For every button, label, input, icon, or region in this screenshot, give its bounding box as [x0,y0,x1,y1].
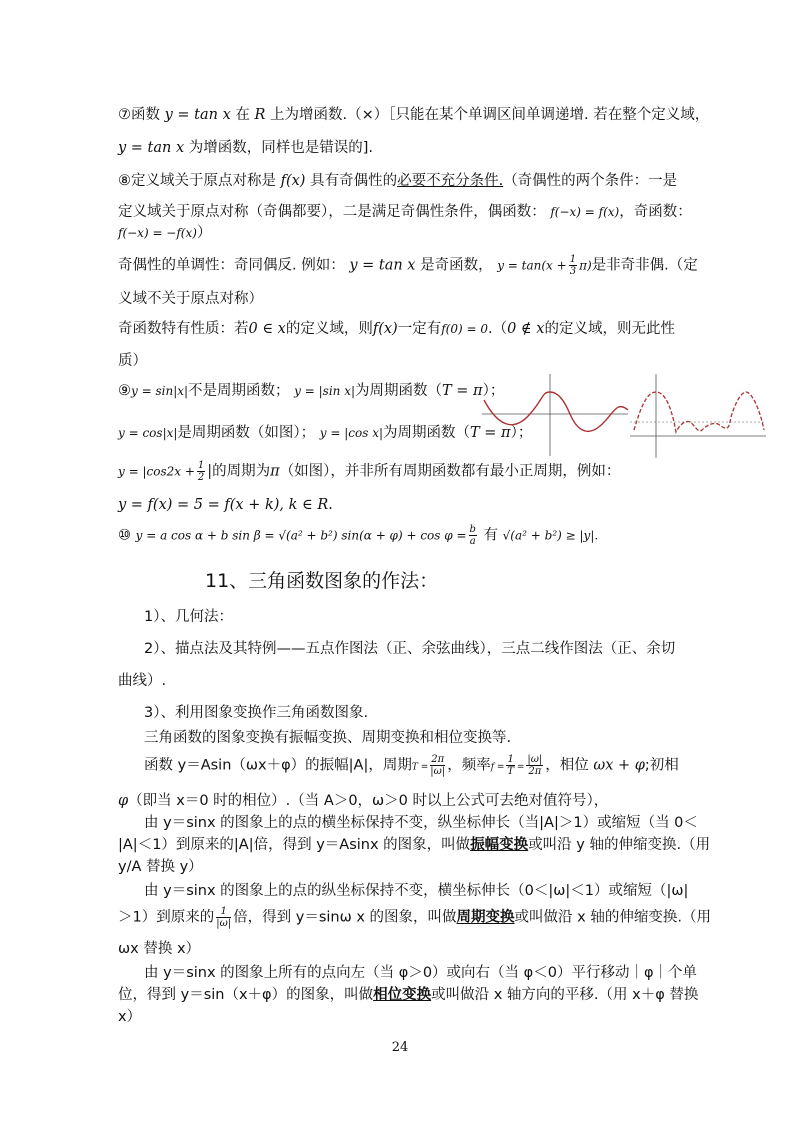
amplitude-line-1: 由 y＝sinx 的图象上的点的横坐标保持不变，纵坐标伸长（当|A|＞1）或缩短（当 0＜ [144,815,698,831]
section-11-step-2-b: 曲线）. [118,673,167,689]
phase-line-1: 由 y＝sinx 的图象上所有的点向左（当 φ＞0）或向右（当 φ＜0）平行移动｜φ｜个单 [144,965,698,981]
section-11-step-3: 3）、利用图象变换作三角函数图象. [144,705,369,721]
section-11-amplitude-formula: 函数 y＝Asin（ωx＋φ）的振幅|A|，周期T = $\frac{2\pi}{|\omega|}$ ，频率f = $\frac{1}{T}$ = $\frac{|\omega|}{2\pi}$ ，相位 ωx + φ;初相 [144,754,679,777]
amplitude-line-3: y/A 替换 y） [118,859,203,875]
section-11-step-1: 1）、几何法： [144,609,233,625]
section-11-phase-note: φ（即当 x＝0 时的相位）.（当 A＞0，ω＞0 时以上公式可去绝对值符号）， [118,793,609,809]
fraction-one-over-omega: $\frac{1}{|\omega|}$ [216,906,232,929]
item-8-line-6: 奇函数特有性质：若0 ∈ x的定义域，则f(x)一定有f(0) = 0.（0 ∉ x的定义域，则无此性 [118,321,675,337]
item-8-line-2: 定义域关于原点对称（奇偶都要），二是满足奇偶性条件，偶函数： f(−x) = f(x)，奇函数： [118,204,692,220]
cos-abs-curve [484,392,628,431]
fraction-omega-over-2pi: $\frac{|\omega|}{2\pi}$ [527,754,543,777]
item-8-line-5: 义域不关于原点对称） [118,291,263,307]
page-number: 24 [391,1040,409,1055]
item-8-line-4: 奇偶性的单调性：奇同偶反. 例如： y = tan x 是奇函数， y = tan(x + $\frac{1}{3}$ π)是非奇非偶.（定 [118,254,698,277]
item-8-line-7: 质） [118,353,147,369]
period-line-3: ωx 替换 x） [118,941,201,957]
section-11-title: 11、三角函数图象的作法： [205,570,439,592]
fraction-one-third: $\frac{1}{3}$ [569,254,577,277]
phase-line-3: x） [118,1009,142,1025]
abs-cos2x-curve [634,392,764,432]
fraction-b-over-a: $\frac{b}{a}$ [469,524,476,547]
phase-line-2: 位，得到 y＝sin（x＋φ）的图象，叫做相位变换或叫做沿 x 轴方向的平移.（用 x＋φ 替换 [118,987,699,1003]
item-7-line-2: y = tan x 为增函数，同样也是错误的]. [118,140,374,156]
graph-cos-abs-x [480,370,630,460]
fraction-period: $\frac{2\pi}{|\omega|}$ [430,754,446,777]
item-8-line-1: ⑧定义域关于原点对称是 f(x) 具有奇偶性的必要不充分条件.（奇偶性的两个条件：一是 [118,173,678,189]
section-11-step-2-a: 2）、描点法及其特例——五点作图法（正、余弦曲线），三点二线作图法（正、余切 [144,641,676,657]
item-9-line-3: y = |cos2x + $\frac{1}{2}$ |的周期为π（如图），并非所有周期函数都有最小正周期，例如： [118,460,621,483]
item-10-line: ⑩ y = a cos α + b sin β = √(a² + b²) sin(α + φ) + cos φ = $\frac{b}{a}$ 有 √(a² + b²) ≥ |y|. [118,524,599,547]
section-11-transforms-intro: 三角函数的图象变换有振幅变换、周期变换和相位变换等. [144,730,512,746]
item-9-line-1: ⑨y = sin|x|不是周期函数； y = |sin x|为周期函数（T = π）； [118,383,505,399]
item-9-line-2: y = cos|x|是周期函数（如图）； y = |cos x|为周期函数（T = π）； [118,425,533,441]
fraction-one-half: $\frac{1}{2}$ [197,460,205,483]
period-line-2: ＞1）到原来的 $\frac{1}{|\omega|}$ 倍，得到 y＝sinω x 的图象，叫做周期变换或叫做沿 x 轴的伸缩变换.（用 [118,906,711,929]
item-9-line-4: y = f(x) = 5 = f(x + k), k ∈ R. [118,497,333,513]
fraction-one-over-T: $\frac{1}{T}$ [507,754,514,777]
amplitude-line-2: |A|＜1）到原来的|A|倍，得到 y＝Asinx 的图象，叫做振幅变换或叫沿 y 轴的伸缩变换.（用 [118,837,711,853]
graph-abs-cos2x [628,370,768,465]
period-line-1: 由 y＝sinx 的图象上的点的纵坐标保持不变，横坐标伸长（0＜|ω|＜1）或缩短（|ω| [144,883,689,899]
item-7-line-1: ⑦函数 y = tan x 在 R 上为增函数.（×）［只能在某个单调区间单调递增. 若在整个定义域， [118,107,710,123]
item-8-line-3: f(−x) = −f(x)） [118,225,212,241]
